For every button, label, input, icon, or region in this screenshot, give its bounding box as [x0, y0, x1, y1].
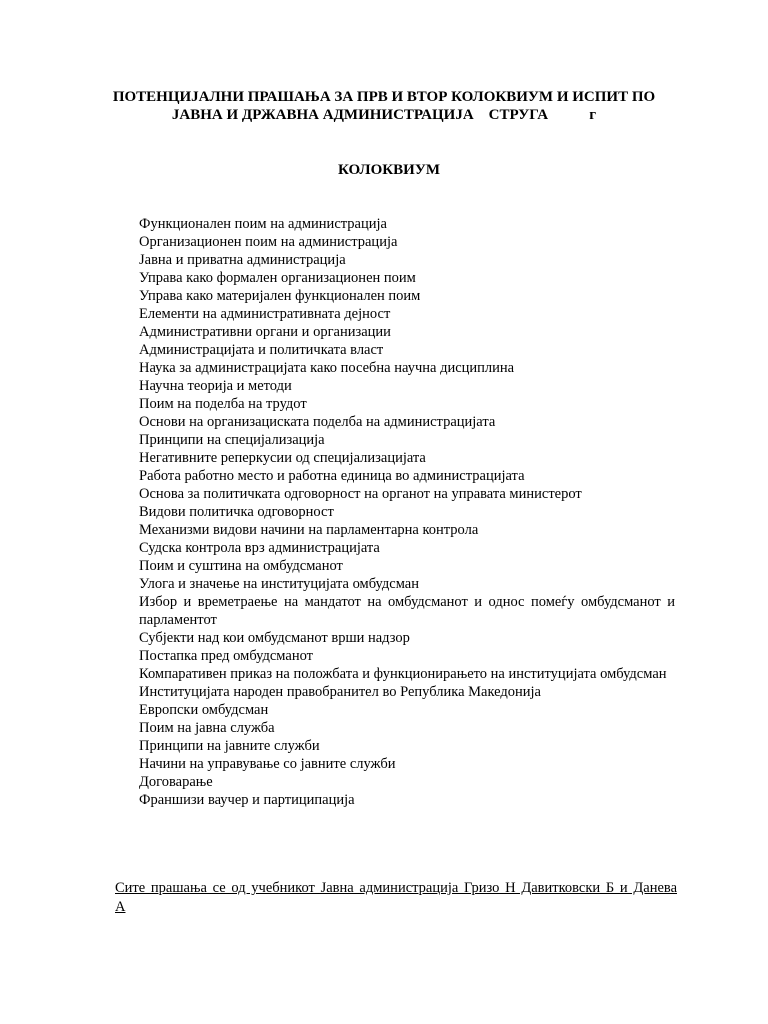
section-heading: КОЛОКВИУМ: [338, 162, 440, 178]
question-item: Франшизи ваучер и партиципација: [139, 792, 355, 808]
question-item: Начини на управување со јавните служби: [139, 756, 396, 772]
question-item: Компаративен приказ на положбата и функционирањето на институцијата омбудсман: [139, 666, 667, 682]
question-item: Поим и суштина на омбудсманот: [139, 558, 343, 574]
question-item: Основи на организациската поделба на администрацијата: [139, 414, 496, 430]
question-item: Основа за политичката одговорност на органот на управата министерот: [139, 486, 582, 502]
question-item: Принципи на специјализација: [139, 432, 325, 448]
question-item: Избор и времетраење на мандатот на омбудсманот и однос помеѓу омбудсманот и парламентот: [139, 594, 675, 628]
question-item: Организационен поим на администрација: [139, 234, 398, 250]
question-item: Судска контрола врз администрацијата: [139, 540, 380, 556]
question-item: Администрацијата и политичката власт: [139, 342, 384, 358]
question-item: Научна теорија и методи: [139, 378, 292, 394]
question-item: Административни органи и организации: [139, 324, 391, 340]
source-note: Сите прашања се од учебникот Јавна администрација Гризо Н Давитковски Б и Данева А: [115, 880, 677, 915]
question-item: Поим на јавна служба: [139, 720, 275, 736]
question-item: Наука за администрацијата како посебна научна дисциплина: [139, 360, 515, 376]
question-item: Европски омбудсман: [139, 702, 269, 718]
question-item: Договарање: [139, 774, 213, 790]
question-item: Работа работно место и работна единица во администрацијата: [139, 468, 525, 484]
question-item: Функционален поим на администрација: [139, 216, 387, 232]
question-item: Негативните реперкусии од специјализацијата: [139, 450, 426, 466]
document-title-line-2: ЈАВНА И ДРЖАВНА АДМИНИСТРАЦИЈА СТРУГА г: [171, 107, 597, 123]
question-item: Елементи на административната дејност: [139, 306, 391, 322]
question-item: Принципи на јавните служби: [139, 738, 320, 754]
question-item: Видови политичка одговорност: [139, 504, 334, 520]
question-item: Институцијата народен правобранител во Република Македонија: [139, 684, 541, 700]
question-item: Улога и значење на институцијата омбудсман: [139, 576, 419, 592]
question-item: Постапка пред омбудсманот: [139, 648, 313, 664]
question-list: [139, 215, 675, 809]
question-item: Поим на поделба на трудот: [139, 396, 307, 412]
document-title-line-1: ПОТЕНЦИЈАЛНИ ПРАШАЊА ЗА ПРВ И ВТОР КОЛОКВИУМ И ИСПИТ ПО: [112, 89, 656, 105]
question-item: Управа како формален организационен поим: [139, 270, 416, 286]
question-item: Механизми видови начини на парламентарна контрола: [139, 522, 479, 538]
question-item: Субјекти над кои омбудсманот врши надзор: [139, 630, 410, 646]
question-item: Управа како материјален функционален поим: [139, 288, 421, 304]
question-item: Јавна и приватна администрација: [139, 252, 346, 268]
